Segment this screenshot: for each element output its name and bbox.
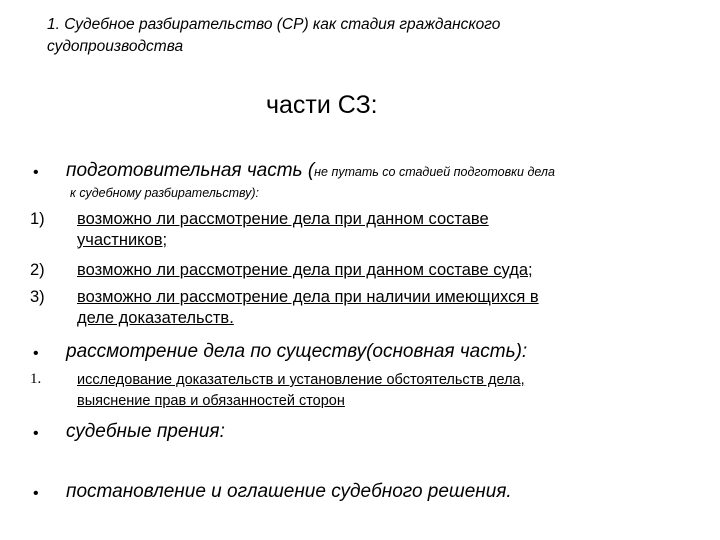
list-item-line: возможно ли рассмотрение дела при наличии имеющихся в bbox=[77, 288, 539, 306]
section-preparatory bbox=[66, 160, 555, 182]
list-item-line: исследование доказательств и установление обстоятельств дела, bbox=[77, 372, 525, 388]
list-item-line: участников; bbox=[77, 231, 168, 249]
section-preparatory-note: не путать со стадией подготовки дела bbox=[314, 165, 555, 179]
list-item-line: возможно ли рассмотрение дела при данном составе суда; bbox=[77, 261, 533, 279]
list-number: 1. bbox=[30, 371, 42, 387]
list-item bbox=[77, 209, 489, 251]
slide-title-line-2: судопроизводства bbox=[47, 38, 184, 55]
section-debates-heading: судебные прения: bbox=[66, 421, 225, 442]
section-main-heading: рассмотрение дела по существу(основная часть): bbox=[66, 341, 528, 362]
section-decision-heading: постановление и оглашение судебного решения. bbox=[66, 481, 512, 502]
bullet-marker: • bbox=[33, 345, 39, 362]
list-item-line: возможно ли рассмотрение дела при данном составе bbox=[77, 210, 489, 228]
bullet-marker: • bbox=[33, 425, 39, 442]
bullet-marker: • bbox=[33, 164, 39, 181]
section-preparatory-heading: подготовительная часть ( bbox=[66, 160, 315, 181]
list-item-line: деле доказательств. bbox=[77, 309, 234, 327]
list-item bbox=[77, 260, 533, 281]
list-item bbox=[77, 370, 525, 412]
list-number: 3) bbox=[30, 288, 45, 306]
list-number: 1) bbox=[30, 210, 45, 228]
list-item bbox=[77, 287, 539, 329]
list-item-line: выяснение прав и обязанностей сторон bbox=[77, 393, 345, 409]
slide-subtitle: части СЗ: bbox=[266, 91, 378, 119]
section-preparatory-note-line-2: к судебному разбирательству): bbox=[70, 186, 260, 200]
slide-title-line-1: 1. Судебное разбирательство (СР) как стадия гражданского bbox=[47, 16, 501, 33]
bullet-marker: • bbox=[33, 485, 39, 502]
slide-title bbox=[47, 14, 500, 58]
list-number: 2) bbox=[30, 261, 45, 279]
